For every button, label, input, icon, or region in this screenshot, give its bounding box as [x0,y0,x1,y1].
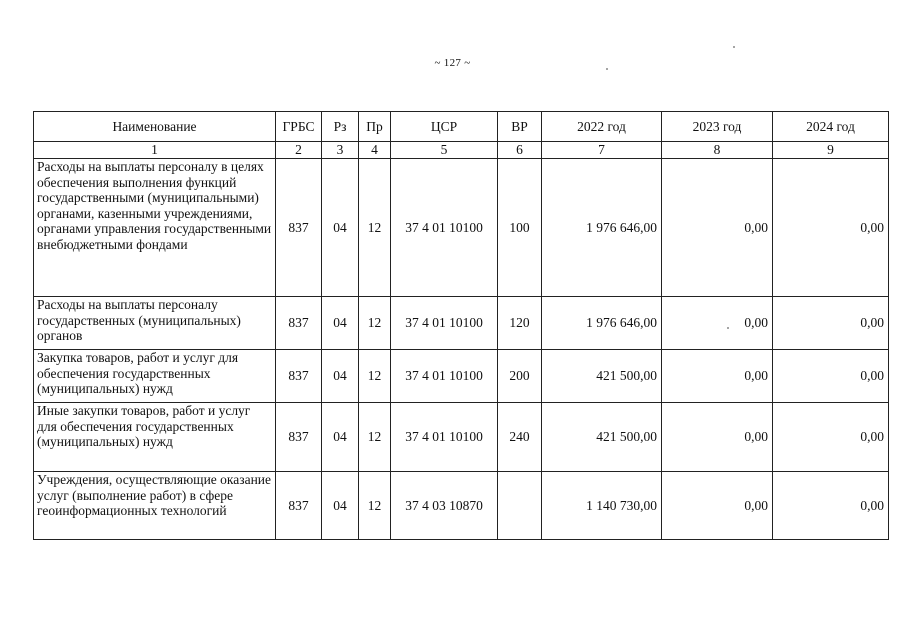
row-grbs: 837 [276,472,322,540]
row-2023: 0,00 [662,350,773,403]
budget-table [33,111,889,540]
row-rz: 04 [322,403,359,472]
column-number: 8 [662,142,773,159]
header-2024: 2024 год [773,112,889,142]
scan-speck [606,68,608,70]
row-2023: 0,00 [662,472,773,540]
row-2024: 0,00 [773,472,889,540]
row-csr: 37 4 03 10870 [391,472,498,540]
column-number: 2 [276,142,322,159]
row-2022: 421 500,00 [542,403,662,472]
column-number: 4 [359,142,391,159]
row-2022: 421 500,00 [542,350,662,403]
row-pr: 12 [359,297,391,350]
scan-speck [727,327,729,329]
table-row [34,159,889,297]
row-vr [498,472,542,540]
header-vr: ВР [498,112,542,142]
header-row [34,112,889,142]
table-row [34,472,889,540]
table-row [34,403,889,472]
header-2022: 2022 год [542,112,662,142]
row-vr: 120 [498,297,542,350]
row-2022: 1 976 646,00 [542,297,662,350]
scan-speck [733,46,735,48]
row-pr: 12 [359,350,391,403]
header-rz: Рз [322,112,359,142]
table-row [34,350,889,403]
row-pr: 12 [359,472,391,540]
row-csr: 37 4 01 10100 [391,159,498,297]
row-grbs: 837 [276,159,322,297]
row-2023: 0,00 [662,403,773,472]
header-pr: Пр [359,112,391,142]
column-number: 1 [34,142,276,159]
row-rz: 04 [322,350,359,403]
page-number: ~ 127 ~ [434,57,471,69]
header-csr: ЦСР [391,112,498,142]
row-name: Учреждения, осуществляющие оказание услуг (выполнение работ) в сфере геоинформационных технологий [34,472,276,540]
row-csr: 37 4 01 10100 [391,403,498,472]
column-number: 3 [322,142,359,159]
row-rz: 04 [322,159,359,297]
row-vr: 100 [498,159,542,297]
column-number: 7 [542,142,662,159]
column-number-row [34,142,889,159]
row-2023: 0,00 [662,159,773,297]
row-2024: 0,00 [773,350,889,403]
header-name: Наименование [34,112,276,142]
row-rz: 04 [322,297,359,350]
row-grbs: 837 [276,403,322,472]
header-2023: 2023 год [662,112,773,142]
column-number: 9 [773,142,889,159]
row-pr: 12 [359,159,391,297]
row-rz: 04 [322,472,359,540]
row-2024: 0,00 [773,297,889,350]
column-number: 6 [498,142,542,159]
row-2023: 0,00 [662,297,773,350]
row-name: Расходы на выплаты персоналу государственных (муниципальных) органов [34,297,276,350]
table-row [34,297,889,350]
row-pr: 12 [359,403,391,472]
row-csr: 37 4 01 10100 [391,350,498,403]
row-csr: 37 4 01 10100 [391,297,498,350]
row-2024: 0,00 [773,159,889,297]
row-2022: 1 140 730,00 [542,472,662,540]
row-grbs: 837 [276,297,322,350]
row-2022: 1 976 646,00 [542,159,662,297]
row-name: Иные закупки товаров, работ и услуг для обеспечения государственных (муниципальных) нужд [34,403,276,472]
row-grbs: 837 [276,350,322,403]
row-vr: 240 [498,403,542,472]
header-grbs: ГРБС [276,112,322,142]
row-name: Расходы на выплаты персоналу в целях обеспечения выполнения функций государственными (муниципальными) органами, казенными учреждениями, органами управления государственными внебюджетными фондами [34,159,276,297]
column-number: 5 [391,142,498,159]
row-2024: 0,00 [773,403,889,472]
row-name: Закупка товаров, работ и услуг для обеспечения государственных (муниципальных) нужд [34,350,276,403]
row-vr: 200 [498,350,542,403]
